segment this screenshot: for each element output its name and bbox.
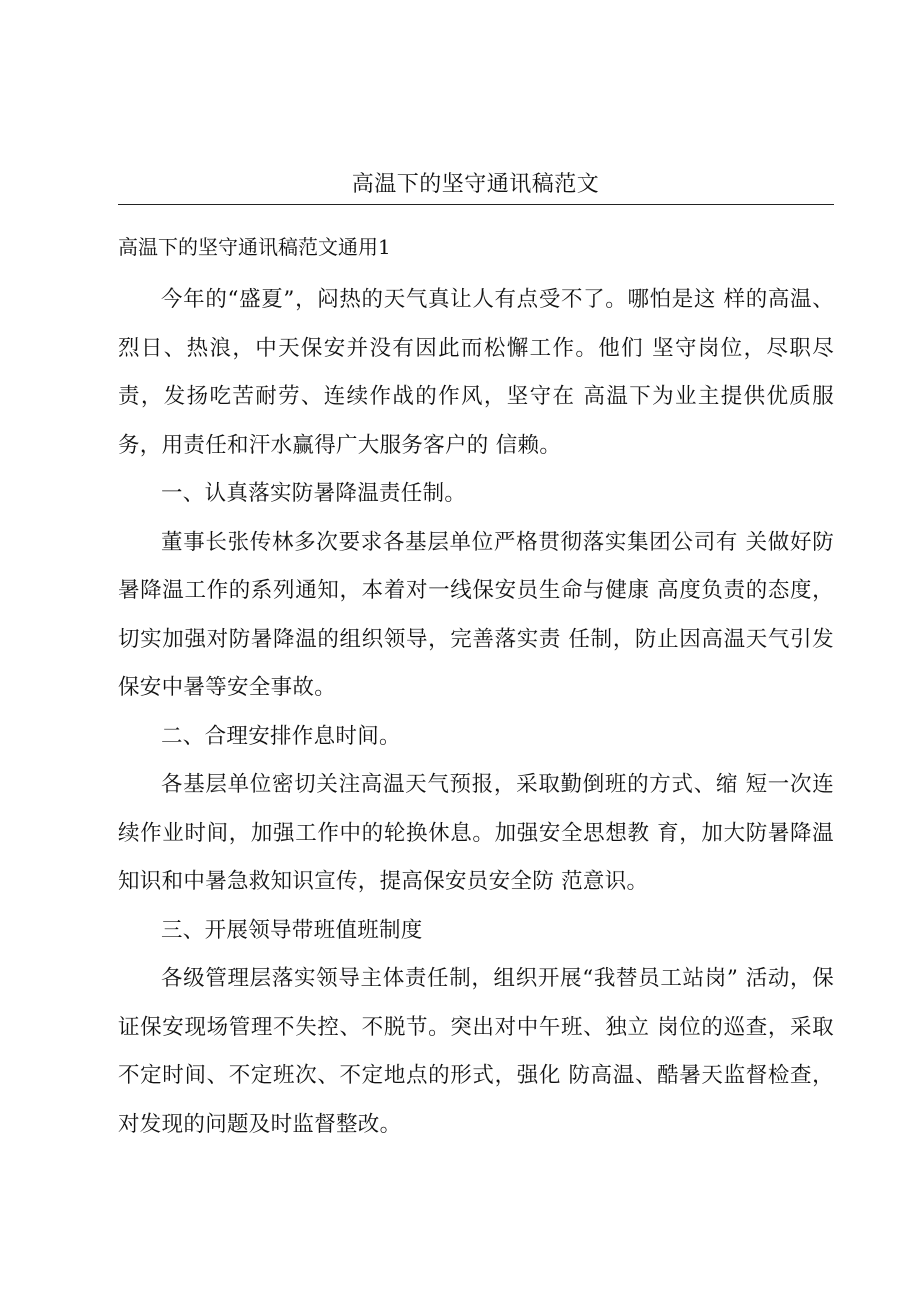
title-divider xyxy=(118,204,834,205)
paragraph-section-2: 各基层单位密切关注高温天气预报，采取勤倒班的方式、缩 短一次连续作业时间，加强工作中的轮换休息。加强安全思想教 育，加大防暑降温知识和中暑急救知识宣传，提高保安员安全防 范意识。 xyxy=(118,772,834,894)
section-heading-1: 一、认真落实防暑降温责任制。 xyxy=(161,481,467,506)
section-heading-2: 二、合理安排作息时间。 xyxy=(161,723,401,749)
paragraph-section-3: 各级管理层落实领导主体责任制，组织开展“我替员工站岗” 活动，保证保安现场管理不失控、不脱节。突出对中午班、独立 岗位的巡查，采取不定时间、不定班次、不定地点的形式，强化 防高温、酷暑天监督检查，对发现的问题及时监督整改。 xyxy=(118,966,834,1137)
section-heading-3: 三、开展领导带班值班制度 xyxy=(161,917,423,943)
document-body xyxy=(118,276,834,1149)
paragraph-intro: 今年的“盛夏”，闷热的天气真让人有点受不了。哪怕是这 样的高温、烈日、热浪，中天保安并没有因此而松懈工作。他们 坚守岗位，尽职尽责，发扬吃苦耐劳、连续作战的作风，坚守在 高温下为业主提供优质服务，用责任和汗水赢得广大服务客户的 信赖。 xyxy=(118,287,834,458)
document-title: 高温下的坚守通讯稿范文 xyxy=(351,172,600,197)
paragraph-section-1: 董事长张传林多次要求各基层单位严格贯彻落实集团公司有 关做好防暑降温工作的系列通知，本着对一线保安员生命与健康 高度负责的态度，切实加强对防暑降温的组织领导，完善落实责 任制，防止因高温天气引发保安中暑等安全事故。 xyxy=(118,529,834,700)
document-subtitle: 高温下的坚守通讯稿范文通用1 xyxy=(118,235,391,259)
